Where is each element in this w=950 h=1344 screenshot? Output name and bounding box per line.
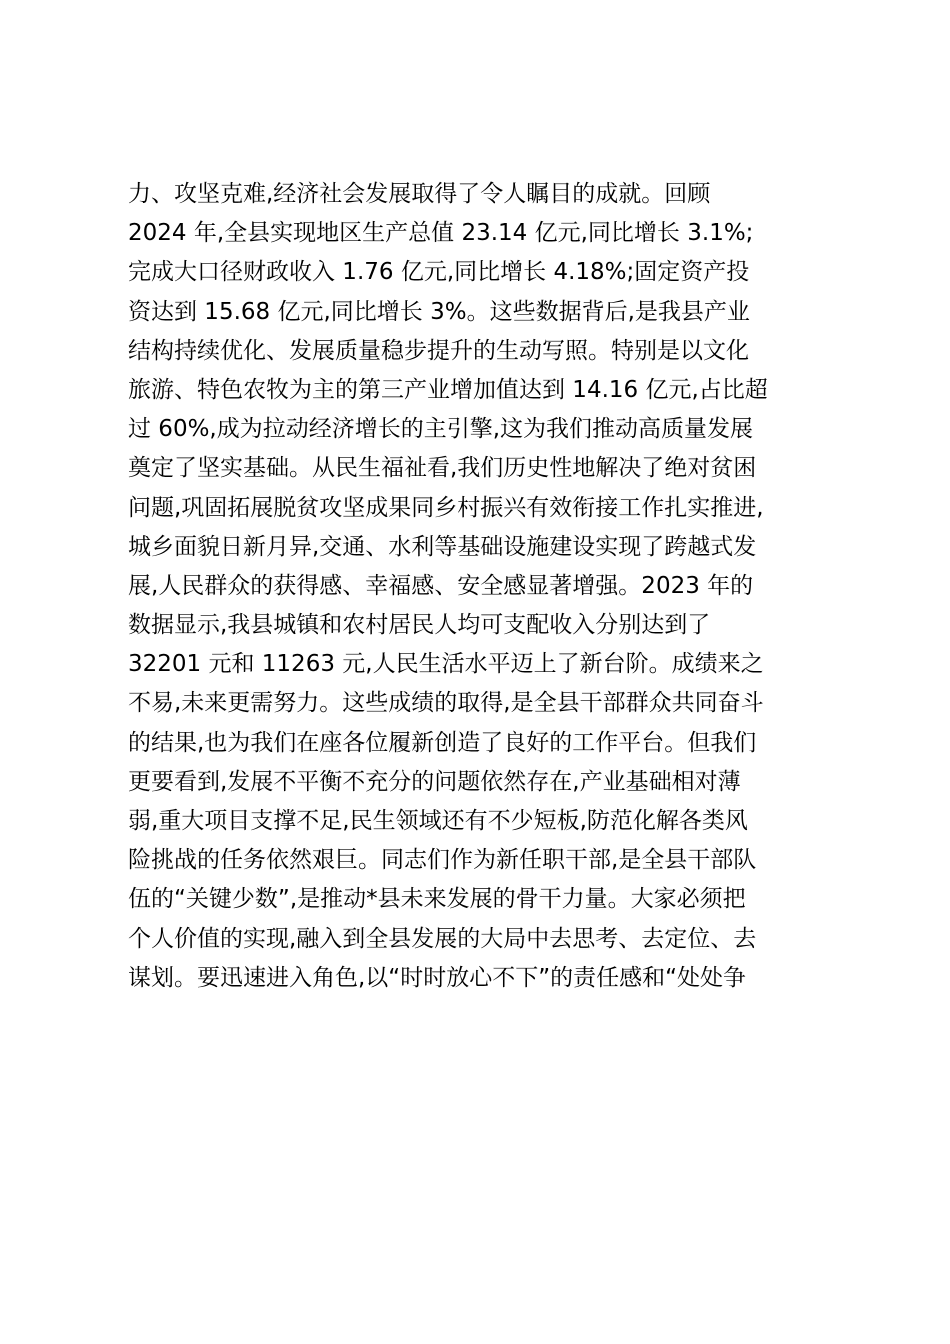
text-line-6: 旅游、特色农牧为主的第三产业增加值达到 14.16 亿元,占比超 [128,376,768,403]
text-line-20: 个人价值的实现,融入到全县发展的大局中去思考、去定位、去 [128,925,757,952]
text-line-15: 的结果,也为我们在座各位履新创造了良好的工作平台。但我们 [128,729,757,756]
text-line-7: 过 60%,成为拉动经济增长的主引擎,这为我们推动高质量发展 [128,416,754,443]
text-line-4: 资达到 15.68 亿元,同比增长 3%。这些数据背后,是我县产业 [128,298,750,325]
text-line-9: 问题,巩固拓展脱贫攻坚成果同乡村振兴有效衔接工作扎实推进, [128,494,764,521]
text-line-21: 谋划。要迅速进入角色,以“时时放心不下”的责任感和“处处争 [128,964,747,991]
text-line-18: 险挑战的任务依然艰巨。同志们作为新任职干部,是全县干部队 [128,847,757,874]
text-line-11: 展,人民群众的获得感、幸福感、安全感显著增强。2023 年的 [128,572,754,599]
text-line-19: 伍的“关键少数”,是推动*县未来发展的骨干力量。大家必须把 [128,886,746,913]
text-line-13: 32201 元和 11263 元,人民生活水平迈上了新台阶。成绩来之 [128,651,764,678]
text-line-2: 2024 年,全县实现地区生产总值 23.14 亿元,同比增长 3.1%; [128,220,754,247]
text-line-12: 数据显示,我县城镇和农村居民人均可支配收入分别达到了 [128,612,711,639]
text-line-1: 力、攻坚克难,经济社会发展取得了令人瞩目的成就。回顾 [128,181,711,207]
text-line-8: 奠定了坚实基础。从民生福祉看,我们历史性地解决了绝对贫困 [128,455,757,482]
text-line-10: 城乡面貌日新月异,交通、水利等基础设施建设实现了跨越式发 [128,533,757,560]
text-line-14: 不易,未来更需努力。这些成绩的取得,是全县干部群众共同奋斗 [128,690,764,717]
text-line-17: 弱,重大项目支撑不足,民生领域还有不少短板,防范化解各类风 [128,808,748,834]
text-line-16: 更要看到,发展不平衡不充分的问题依然存在,产业基础相对薄 [128,768,741,795]
body-paragraph [128,175,848,998]
text-line-5: 结构持续优化、发展质量稳步提升的生动写照。特别是以文化 [128,337,749,364]
text-line-3: 完成大口径财政收入 1.76 亿元,同比增长 4.18%;固定资产投 [128,259,750,286]
